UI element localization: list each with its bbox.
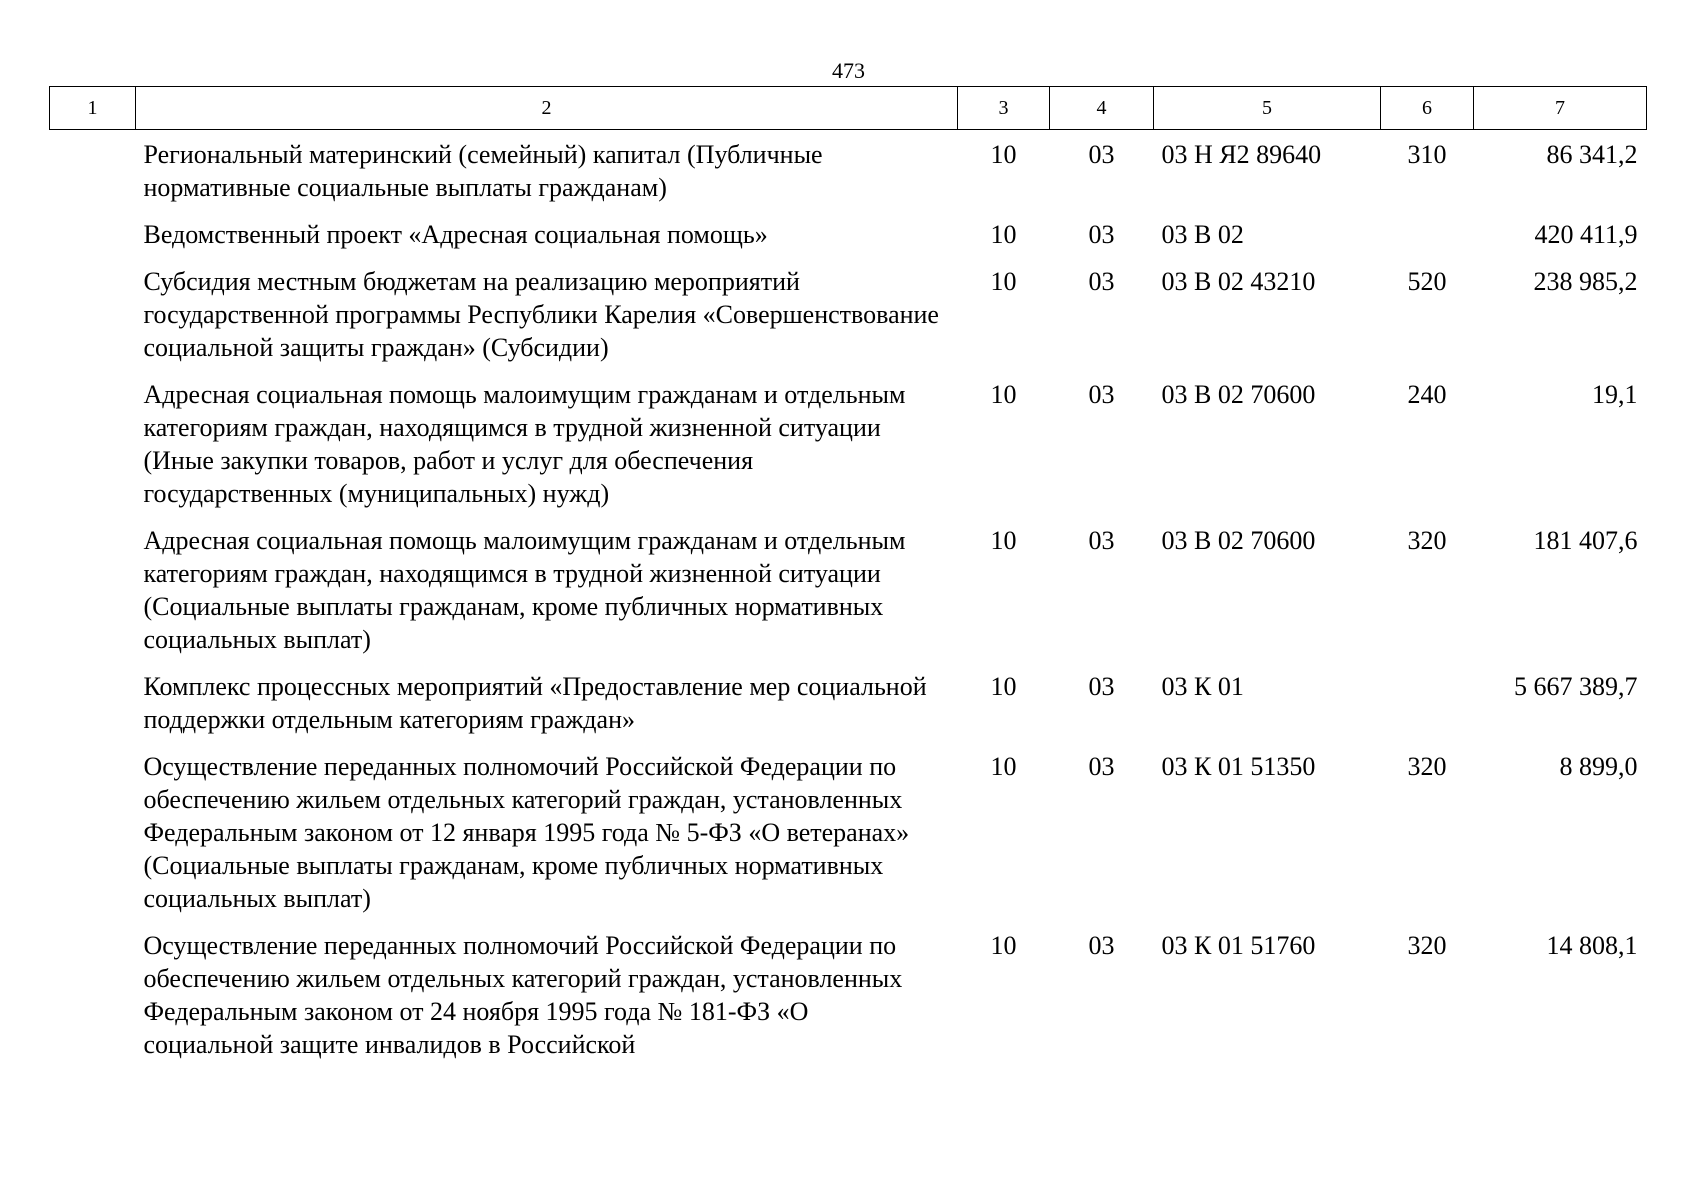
column-header-4: 4 (1050, 87, 1154, 130)
item-name: Ведомственный проект «Адресная социальная помощь» (143, 220, 768, 249)
item-name: Комплекс процессных мероприятий «Предоставление мер социальной поддержки отдельным категориям граждан» (143, 672, 927, 734)
subsection-code: 03 (1088, 267, 1115, 296)
section-code: 10 (990, 140, 1017, 169)
item-name: Осуществление переданных полномочий Российской Федерации по обеспечению жильем отдельных категорий граждан, установленных Федеральным законом от 24 ноября 1995 года № 181-ФЗ «О социальной защите инвалидов в Российской (143, 931, 903, 1059)
column-header-2: 2 (136, 87, 958, 130)
subsection-code: 03 (1088, 931, 1115, 960)
amount: 86 341,2 (1546, 140, 1638, 169)
item-name: Субсидия местным бюджетам на реализацию мероприятий государственной программы Республики Карелия «Совершенствование социальной защиты граждан» (Субсидии) (143, 267, 939, 362)
header-row (50, 87, 1647, 130)
budget-table (49, 86, 1647, 1067)
amount: 420 411,9 (1534, 220, 1638, 249)
table-row (50, 130, 1647, 211)
amount: 14 808,1 (1546, 931, 1638, 960)
table-row (50, 742, 1647, 921)
expense-type-code: 520 (1407, 267, 1447, 296)
subsection-code: 03 (1088, 526, 1115, 555)
row-index-cell (50, 210, 136, 257)
section-code: 10 (990, 526, 1017, 555)
section-code: 10 (990, 752, 1017, 781)
expense-type-code: 240 (1407, 380, 1447, 409)
expense-type-code: 320 (1407, 931, 1447, 960)
table-row (50, 370, 1647, 516)
row-index-cell (50, 516, 136, 662)
row-index-cell (50, 130, 136, 211)
amount: 238 985,2 (1533, 267, 1638, 296)
expense-type-code: 320 (1407, 526, 1447, 555)
row-index-cell (50, 370, 136, 516)
table-row (50, 210, 1647, 257)
row-index-cell (50, 921, 136, 1067)
expense-type-code: 320 (1407, 752, 1447, 781)
amount: 5 667 389,7 (1514, 672, 1638, 701)
row-index-cell (50, 742, 136, 921)
page-number: 473 (832, 58, 865, 83)
amount: 8 899,0 (1559, 752, 1638, 781)
target-article-code: 03 К 01 51350 (1161, 752, 1316, 781)
row-index-cell (50, 257, 136, 370)
target-article-code: 03 В 02 (1161, 220, 1244, 249)
column-header-3: 3 (958, 87, 1050, 130)
amount: 181 407,6 (1533, 526, 1638, 555)
expense-type-code (1381, 662, 1474, 742)
table-row (50, 516, 1647, 662)
expense-type-code (1381, 210, 1474, 257)
target-article-code: 03 К 01 51760 (1161, 931, 1316, 960)
item-name: Адресная социальная помощь малоимущим гражданам и отдельным категориям граждан, находящимся в трудной жизненной ситуации (Иные закупки товаров, работ и услуг для обеспечения государственных (муниципальных) нужд) (143, 380, 906, 508)
column-header-1: 1 (50, 87, 136, 130)
subsection-code: 03 (1088, 752, 1115, 781)
section-code: 10 (990, 931, 1017, 960)
table-row (50, 662, 1647, 742)
target-article-code: 03 Н Я2 89640 (1161, 140, 1322, 169)
table-row (50, 257, 1647, 370)
subsection-code: 03 (1088, 672, 1115, 701)
subsection-code: 03 (1088, 140, 1115, 169)
row-index-cell (50, 662, 136, 742)
section-code: 10 (990, 220, 1017, 249)
subsection-code: 03 (1088, 220, 1115, 249)
section-code: 10 (990, 380, 1017, 409)
table-row (50, 921, 1647, 1067)
expense-type-code: 310 (1407, 140, 1447, 169)
amount: 19,1 (1592, 380, 1638, 409)
column-header-6: 6 (1381, 87, 1474, 130)
target-article-code: 03 К 01 (1161, 672, 1244, 701)
target-article-code: 03 В 02 43210 (1161, 267, 1316, 296)
section-code: 10 (990, 267, 1017, 296)
target-article-code: 03 В 02 70600 (1161, 526, 1316, 555)
item-name: Региональный материнский (семейный) капитал (Публичные нормативные социальные выплаты гражданам) (143, 140, 823, 202)
item-name: Адресная социальная помощь малоимущим гражданам и отдельным категориям граждан, находящимся в трудной жизненной ситуации (Социальные выплаты гражданам, кроме публичных нормативных социальных выплат) (143, 526, 906, 654)
target-article-code: 03 В 02 70600 (1161, 380, 1316, 409)
column-header-7: 7 (1474, 87, 1647, 130)
column-header-5: 5 (1154, 87, 1381, 130)
item-name: Осуществление переданных полномочий Российской Федерации по обеспечению жильем отдельных категорий граждан, установленных Федеральным законом от 12 января 1995 года № 5-ФЗ «О ветеранах» (Социальные выплаты гражданам, кроме публичных нормативных социальных выплат) (143, 752, 910, 913)
section-code: 10 (990, 672, 1017, 701)
subsection-code: 03 (1088, 380, 1115, 409)
